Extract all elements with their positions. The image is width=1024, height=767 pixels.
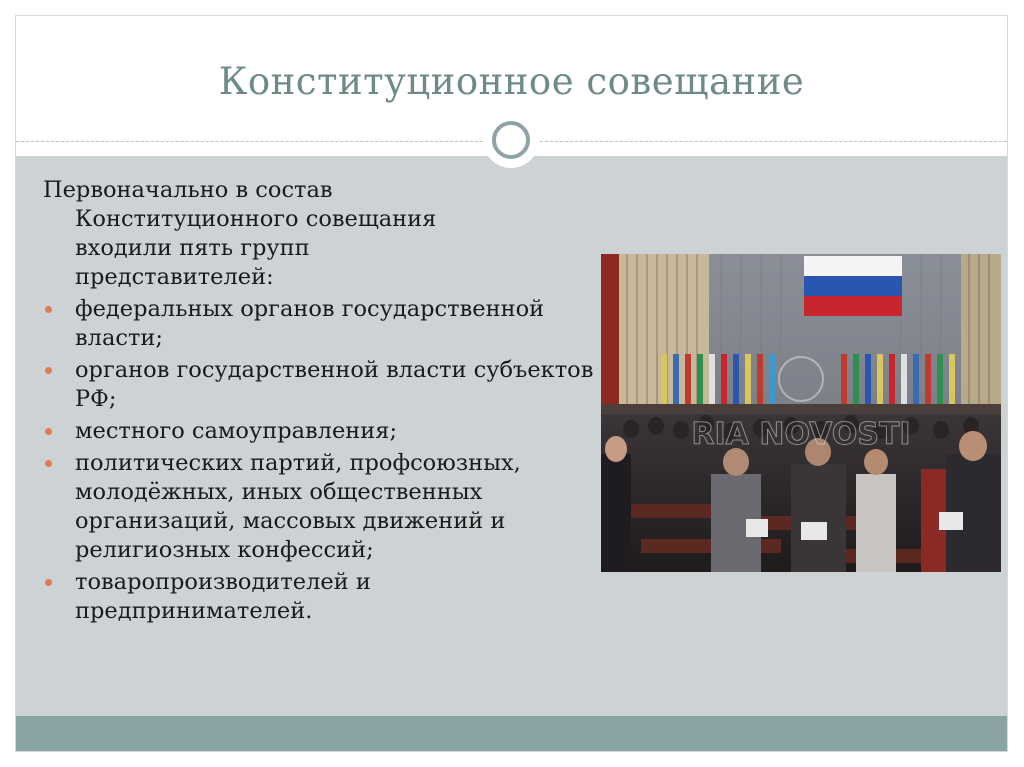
list-item — [43, 568, 598, 626]
list-item-text: товаропроизводителей и предпринимателей. — [75, 569, 371, 624]
bullet-dot-icon — [45, 306, 52, 313]
intro-paragraph — [43, 176, 598, 292]
list-item — [43, 417, 598, 446]
slide — [15, 15, 1008, 752]
text-block — [43, 176, 598, 629]
intro-line: представителей: — [75, 264, 274, 290]
bullet-dot-icon — [45, 460, 52, 467]
list-item-text: местного самоуправления; — [75, 418, 398, 444]
slide-title: Конституционное совещание — [218, 60, 805, 103]
list-item-text: политических партий, профсоюзных, молодёжных, иных общественных организаций, массовых движений и религиозных конфессий; — [75, 450, 521, 563]
list-item — [43, 356, 598, 414]
photo-watermark: RIA NOVOSTI — [691, 417, 911, 452]
bottom-bar — [16, 716, 1007, 752]
bullet-dot-icon — [45, 428, 52, 435]
bullet-dot-icon — [45, 579, 52, 586]
list-item-text: федеральных органов государственной власти; — [75, 296, 545, 351]
intro-line: входили пять групп — [75, 235, 310, 261]
intro-line: Первоначально в состав — [43, 177, 333, 203]
list-item-text: органов государственной власти субъектов РФ; — [75, 357, 594, 412]
bullet-list — [43, 295, 598, 626]
assembly-photo — [601, 254, 1001, 572]
list-item — [43, 295, 598, 353]
list-item — [43, 449, 598, 565]
ring-ornament-icon — [483, 112, 539, 168]
intro-line: Конституционного совещания — [75, 206, 437, 232]
bullet-dot-icon — [45, 367, 52, 374]
